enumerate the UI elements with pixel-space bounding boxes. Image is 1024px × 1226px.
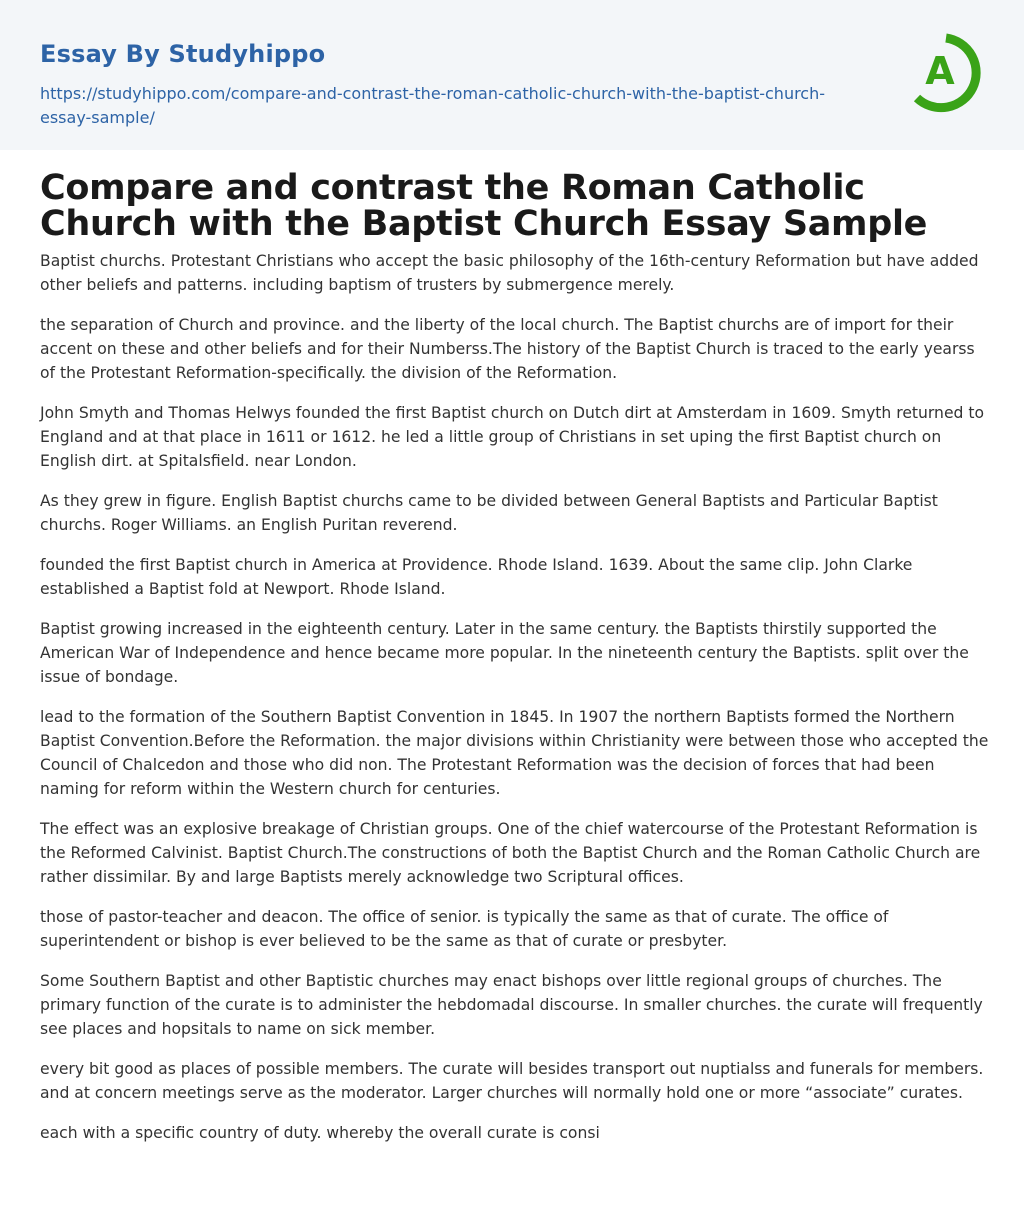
essay-url-link[interactable]: https://studyhippo.com/compare-and-contrast-the-roman-catholic-church-with-the-baptist-church-essay-sample/	[40, 84, 826, 127]
essay-paragraph: John Smyth and Thomas Helwys founded the first Baptist church on Dutch dirt at Amsterdam in 1609. Smyth returned to England and at that place in 1611 or 1612. he led a little group of Christians in set uping the first Baptist church on English dirt. at Spitalsfield. near London.	[40, 404, 985, 470]
essay-paragraph: Some Southern Baptist and other Baptistic churches may enact bishops over little regional groups of churches. The primary function of the curate is to administer the hebdomadal discourse. In smaller churches. the curate will frequently see places and hopsitals to name on sick member.	[40, 972, 983, 1038]
essay-paragraph: founded the first Baptist church in America at Providence. Rhode Island. 1639. About the same clip. John Clarke established a Baptist fold at Newport. Rhode Island.	[40, 556, 913, 598]
logo-letter: A	[925, 49, 955, 93]
essay-paragraph: lead to the formation of the Southern Baptist Convention in 1845. In 1907 the northern Baptists formed the Northern Baptist Convention.Before the Reformation. the major divisions within Christianity were between those who accepted the Council of Chalcedon and those who did non. The Protestant Reformation was the decision of forces that had been naming for reform within the Western church for centuries.	[40, 708, 989, 798]
essay-paragraph: the separation of Church and province. and the liberty of the local church. The Baptist churchs are of import for their accent on these and other beliefs and for their Numberss.The history of the Baptist Church is traced to the early yearss of the Protestant Reformation-specifically. the division of the Reformation.	[40, 316, 975, 382]
essay-title: Compare and contrast the Roman Catholic Church with the Baptist Church Essay Sample	[40, 168, 928, 244]
essay-paragraph: every bit good as places of possible members. The curate will besides transport out nuptialss and funerals for members. and at concern meetings serve as the moderator. Larger churches will normally hold one or more “associate” curates.	[40, 1060, 984, 1102]
essay-paragraph: As they grew in figure. English Baptist churchs came to be divided between General Baptists and Particular Baptist churchs. Roger Williams. an English Puritan reverend.	[40, 492, 938, 534]
studyhippo-logo-icon[interactable]	[900, 26, 990, 118]
essay-paragraph: The effect was an explosive breakage of Christian groups. One of the chief watercourse of the Protestant Reformation is the Reformed Calvinist. Baptist Church.The constructions of both the Baptist Church and the Roman Catholic Church are rather dissimilar. By and large Baptists merely acknowledge two Scriptural offices.	[40, 820, 981, 886]
essay-paragraph: each with a specific country of duty. whereby the overall curate is consi	[40, 1124, 600, 1142]
essay-paragraph: Baptist churchs. Protestant Christians who accept the basic philosophy of the 16th-century Reformation but have added other beliefs and patterns. including baptism of trusters by submergence merely.	[40, 252, 979, 294]
site-header	[0, 0, 1024, 150]
essay-paragraph: those of pastor-teacher and deacon. The office of senior. is typically the same as that of curate. The office of superintendent or bishop is ever believed to be the same as that of curate or presbyter.	[40, 908, 889, 950]
site-brand[interactable]: Essay By Studyhippo	[40, 40, 326, 68]
essay-body	[40, 249, 990, 1161]
essay-paragraph: Baptist growing increased in the eighteenth century. Later in the same century. the Baptists thirstily supported the American War of Independence and hence became more popular. In the nineteenth century the Baptists. split over the issue of bondage.	[40, 620, 969, 686]
